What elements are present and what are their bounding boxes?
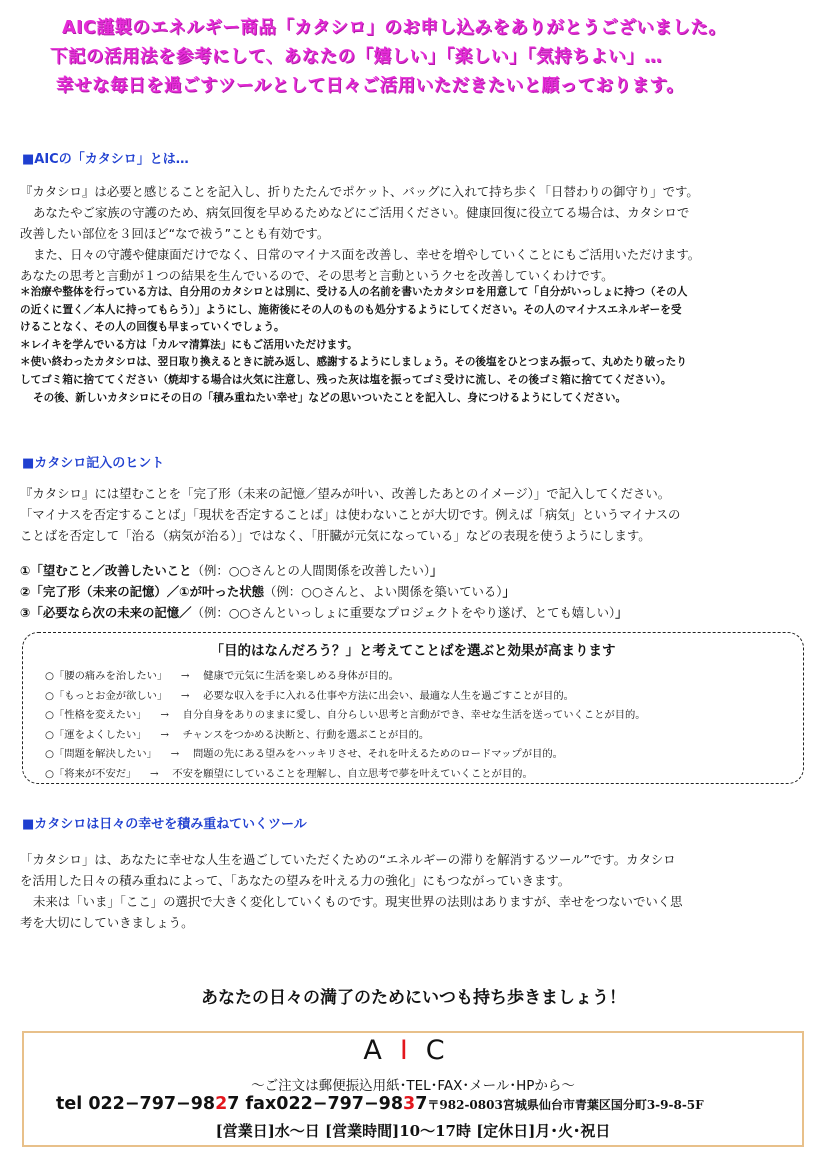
step-item — [20, 581, 810, 602]
arrow-icon: → — [150, 767, 159, 780]
hint-row — [45, 726, 646, 746]
note-line: ＊レイキを学んでいる方は「カルマ清算法」にもご活用いただけます。 — [20, 338, 358, 351]
hint-row — [45, 765, 646, 785]
step-end: 」 — [615, 605, 628, 620]
intro-line-2: 下記の活用法を参考にして、あなたの「嬉しい」「楽しい」「気持ちよい」… — [50, 47, 663, 67]
arrow-icon: → — [180, 689, 190, 702]
section3-body — [20, 849, 810, 933]
section3-line: 考を大切にしていきましょう。 — [20, 915, 194, 930]
note-line: ＊治療や整体を行っている方は、自分用のカタシロとは別に、受ける人の名前を書いたカタシロを用意して「自分がいっしょに持つ（その人 — [20, 286, 688, 298]
hint-goal: 不安を願望にしていることを理解し、自立思考で夢を叶えていくことが目的。 — [172, 767, 533, 780]
hint-wish: ○「もっとお金が欲しい」 — [45, 689, 168, 702]
note-line: の近くに置く／本人に持ってもらう）」ようにし、施術後にその人のものも処分するようにしてください。その人のマイナスエネルギーを受 — [20, 303, 682, 316]
hint-goal: 自分自身をありのままに愛し、自分らしい思考と言動ができ、幸せな生活を送っていくことが目的。 — [182, 709, 646, 722]
tel-number[interactable] — [88, 1094, 239, 1114]
section2-body — [20, 483, 810, 546]
hint-goal: 健康で元気に生活を楽しめる身体が目的。 — [203, 670, 399, 682]
hint-goal: 問題の先にある望みをハッキリさせ、それを叶えるためのロードマップが目的。 — [192, 748, 563, 761]
section3-line: 未来は「いま」「ここ」の選択で大きく変化していくものです。現実世界の法則はありますが、幸せをつないでいく思 — [33, 894, 683, 909]
tel-number-accent: 2 — [215, 1094, 228, 1114]
brand-letter: A — [363, 1035, 400, 1066]
section1-line: あなたの思考と言動が１つの結果を生んでいるので、その思考と言動というクセを改善していくわけです。 — [20, 268, 614, 283]
phone-fax-address — [56, 1094, 704, 1114]
brand-letter: C — [425, 1035, 463, 1066]
section-title-daily-tool: ■カタシロは日々の幸せを積み重ねていくツール — [22, 817, 307, 832]
hint-row — [45, 745, 646, 765]
hint-box-rows — [45, 667, 646, 785]
fax-number-accent: 3 — [403, 1094, 416, 1114]
section2-line: 「マイナスを否定することば」「現状を否定することば」は使わないことが大切です。例えば「病気」というマイナスの — [20, 507, 681, 522]
section3-line: を活用した日々の積み重ねによって、「あなたの望みを叶える力の強化」にもつながっていきます。 — [20, 873, 571, 888]
business-hours: [営業日]水〜日 [営業時間]10〜17時 [定休日]月･火･祝日 — [215, 1122, 611, 1140]
section1-notes — [20, 284, 810, 407]
note-line: けることなく、その人の回復も早まっていくでしょう。 — [20, 321, 285, 334]
section1-line: 『カタシロ』は必要と感じることを記入し、折りたたんでポケット、バッグに入れて持ち歩く「日替わりの御守り」です。 — [20, 184, 699, 199]
section1-body — [20, 181, 810, 286]
step-item — [20, 602, 810, 623]
step-item — [20, 560, 810, 581]
step-example: （例：○○さんと、よい関係を築いている） — [264, 584, 503, 599]
hint-row — [45, 667, 646, 687]
hint-row — [45, 687, 646, 707]
fax-label: fax — [245, 1094, 277, 1114]
contact-box — [22, 1031, 804, 1147]
hint-wish: ○「問題を解決したい」 — [45, 748, 157, 761]
tel-label: tel — [56, 1094, 83, 1114]
tel-number-part: 7 — [227, 1094, 240, 1114]
intro-message — [50, 14, 810, 101]
note-line: その後、新しいカタシロにその日の「積み重ねたい幸せ」などの思いついたことを記入し、身につけるようにしてください。 — [33, 391, 627, 404]
arrow-icon: → — [160, 728, 169, 741]
brand-logo — [24, 1035, 802, 1066]
step-label: ①「望むこと／改善したいこと — [20, 563, 192, 578]
step-end: 」 — [430, 563, 443, 578]
section-title-what-is: ■AICの「カタシロ」とは… — [22, 152, 189, 167]
fax-number-part: 7 — [415, 1094, 428, 1114]
step-example: （例：○○さんといっしょに重要なプロジェクトをやり遂げ、とても嬉しい） — [191, 605, 616, 620]
purpose-hint-box — [22, 632, 804, 784]
brand-letter: I — [399, 1035, 426, 1066]
arrow-icon: → — [160, 709, 169, 722]
step-label: ②「完了形（未来の記憶）／①が叶った状態 — [20, 584, 265, 599]
hint-goal: 必要な収入を手に入れる仕事や方法に出会い、最適な人生を過ごすことが目的。 — [203, 689, 574, 702]
step-end: 」 — [502, 584, 515, 599]
section3-line: 「カタシロ」は、あなたに幸せな人生を過ごしていただくための“エネルギーの滞りを解消するツール”です。カタシロ — [20, 852, 676, 867]
intro-line-1: AIC謹製のエネルギー商品「カタシロ」のお申し込みをありがとうございました。 — [62, 18, 727, 38]
hint-wish: ○「腰の痛みを治したい」 — [45, 670, 168, 682]
section1-line: 改善したい部位を３回ほど“なで祓う”ことも有効です。 — [20, 226, 330, 241]
fax-number[interactable] — [276, 1094, 427, 1114]
order-methods: ～ご注文は郵便振込用紙･TEL･FAX･メール･HPから～ — [251, 1078, 575, 1094]
writing-steps — [20, 560, 810, 623]
closing-message: あなたの日々の満了のためにいつも持ち歩きましょう！ — [201, 988, 626, 1008]
hint-wish: ○「運をよくしたい」 — [45, 728, 147, 741]
hint-goal: チャンスをつかめる決断と、行動を選ぶことが目的。 — [182, 728, 430, 741]
intro-line-3: 幸せな毎日を過ごすツールとして日々ご活用いただきたいと願っております。 — [56, 76, 685, 96]
section1-line: あなたやご家族の守護のため、病気回復を早めるためなどにご活用ください。健康回復に役立てる場合は、カタシロで — [33, 205, 690, 220]
note-line: ＊使い終わったカタシロは、翌日取り換えるときに読み返し、感謝するようにしましょう。その後塩をひとつまみ振って、丸めたり破ったり — [20, 356, 687, 369]
hint-wish: ○「性格を変えたい」 — [45, 709, 147, 722]
hint-row — [45, 706, 646, 726]
arrow-icon: → — [180, 670, 190, 682]
tel-number-part: 022−797−98 — [88, 1094, 216, 1114]
note-line: してゴミ箱に捨ててください（焼却する場合は火気に注意し、残った灰は塩を振ってゴミ受けに流し、その後ゴミ箱に捨ててください）。 — [20, 373, 672, 386]
arrow-icon: → — [170, 748, 180, 761]
section2-line: 『カタシロ』には望むことを「完了形（未来の記憶／望みが叶い、改善したあとのイメージ）」で記入してください。 — [20, 486, 671, 501]
hint-wish: ○「将来が不安だ」 — [45, 767, 137, 780]
section2-line: ことばを否定して「治る（病気が治る）」ではなく、「肝臓が元気になっている」などの表現を使うようにします。 — [20, 528, 651, 543]
section-title-hints: ■カタシロ記入のヒント — [22, 456, 165, 471]
hint-box-title: 「目的はなんだろう？」と考えてことばを選ぶと効果が高まります — [210, 643, 616, 659]
step-label: ③「必要なら次の未来の記憶／ — [20, 605, 192, 620]
fax-number-part: 022−797−98 — [276, 1094, 404, 1114]
section1-line: また、日々の守護や健康面だけでなく、日常のマイナス面を改善し、幸せを増やしていくことにもご活用いただけます。 — [33, 247, 701, 262]
postal-address: 〒982-0803宮城県仙台市青葉区国分町3-9-8-5F — [427, 1098, 704, 1112]
step-example: （例：○○さんとの人間関係を改善したい） — [191, 563, 431, 578]
